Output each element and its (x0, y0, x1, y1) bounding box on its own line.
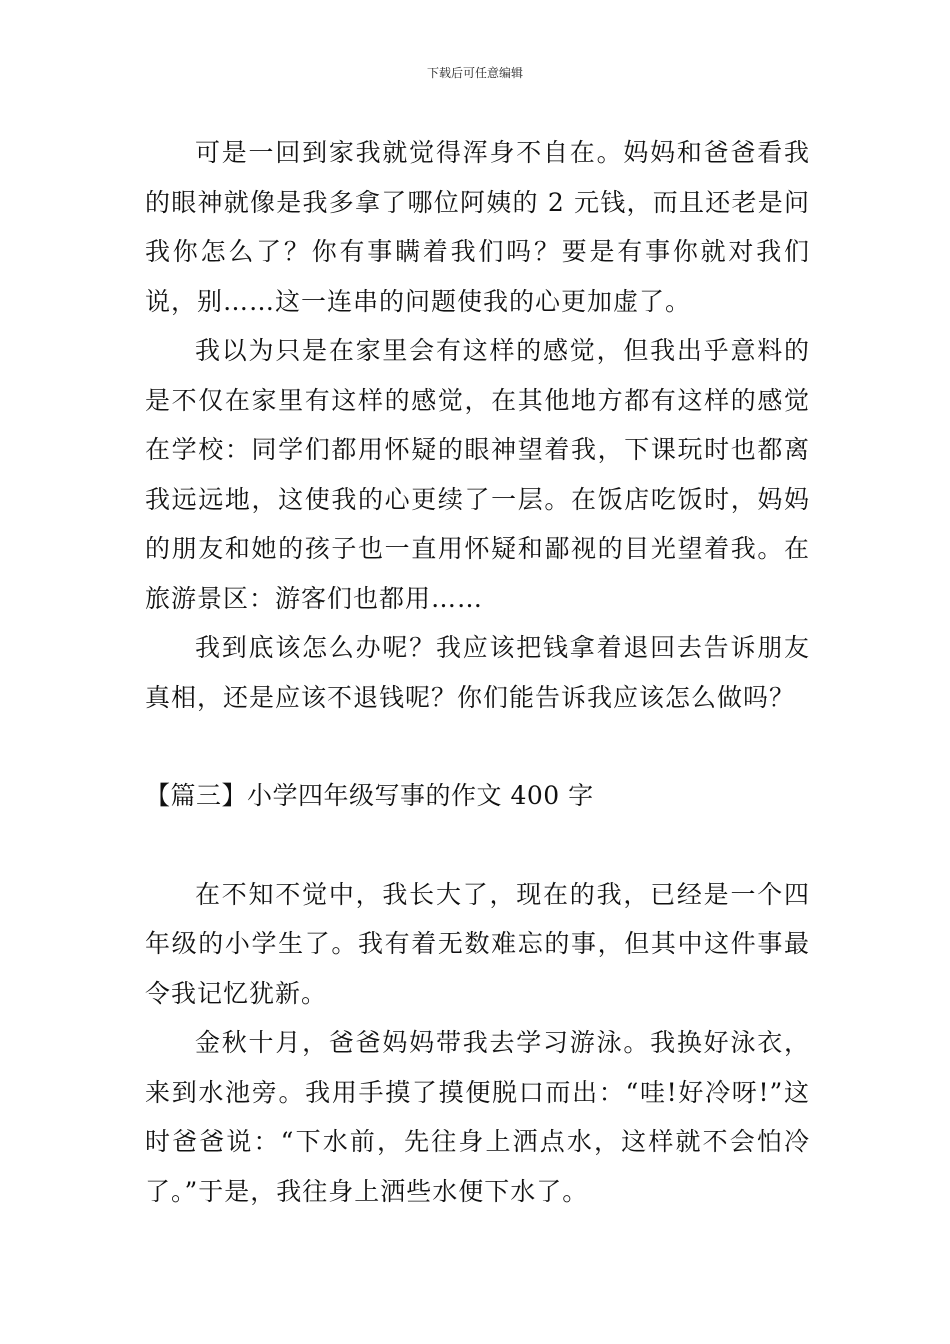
paragraph: 金秋十月，爸爸妈妈带我去学习游泳。我换好泳衣，来到水池旁。我用手摸了摸便脱口而出：“哇!好冷呀!”这时爸爸说：“下水前，先往身上洒点水，这样就不会怕冷了。”于是，我往身上洒些水便下水了。 (145, 1028, 810, 1206)
paragraph: 在不知不觉中，我长大了，现在的我，已经是一个四年级的小学生了。我有着无数难忘的事，但其中这件事最令我记忆犹新。 (145, 879, 810, 1008)
document-body (145, 128, 810, 1216)
section-heading: 【篇三】小学四年级写事的作文 400 字 (145, 781, 594, 810)
page-header: 下载后可任意编辑 (426, 66, 523, 80)
paragraph: 可是一回到家我就觉得浑身不自在。妈妈和爸爸看我的眼神就像是我多拿了哪位阿姨的 2 元钱，而且还老是问我你怎么了？你有事瞒着我们吗？要是有事你就对我们说，别……这一连串的问题使我的心更加虚了。 (145, 138, 810, 316)
spacer (145, 821, 810, 870)
spacer (145, 722, 810, 771)
paragraph: 我到底该怎么办呢？我应该把钱拿着退回去告诉朋友真相，还是应该不退钱呢？你们能告诉我应该怎么做吗？ (145, 633, 810, 712)
paragraph: 我以为只是在家里会有这样的感觉，但我出乎意料的是不仅在家里有这样的感觉，在其他地方都有这样的感觉在学校：同学们都用怀疑的眼神望着我，下课玩时也都离我远远地，这使我的心更续了一层。在饭店吃饭时，妈妈的朋友和她的孩子也一直用怀疑和鄙视的目光望着我。在旅游景区：游客们也都用…… (145, 336, 810, 613)
